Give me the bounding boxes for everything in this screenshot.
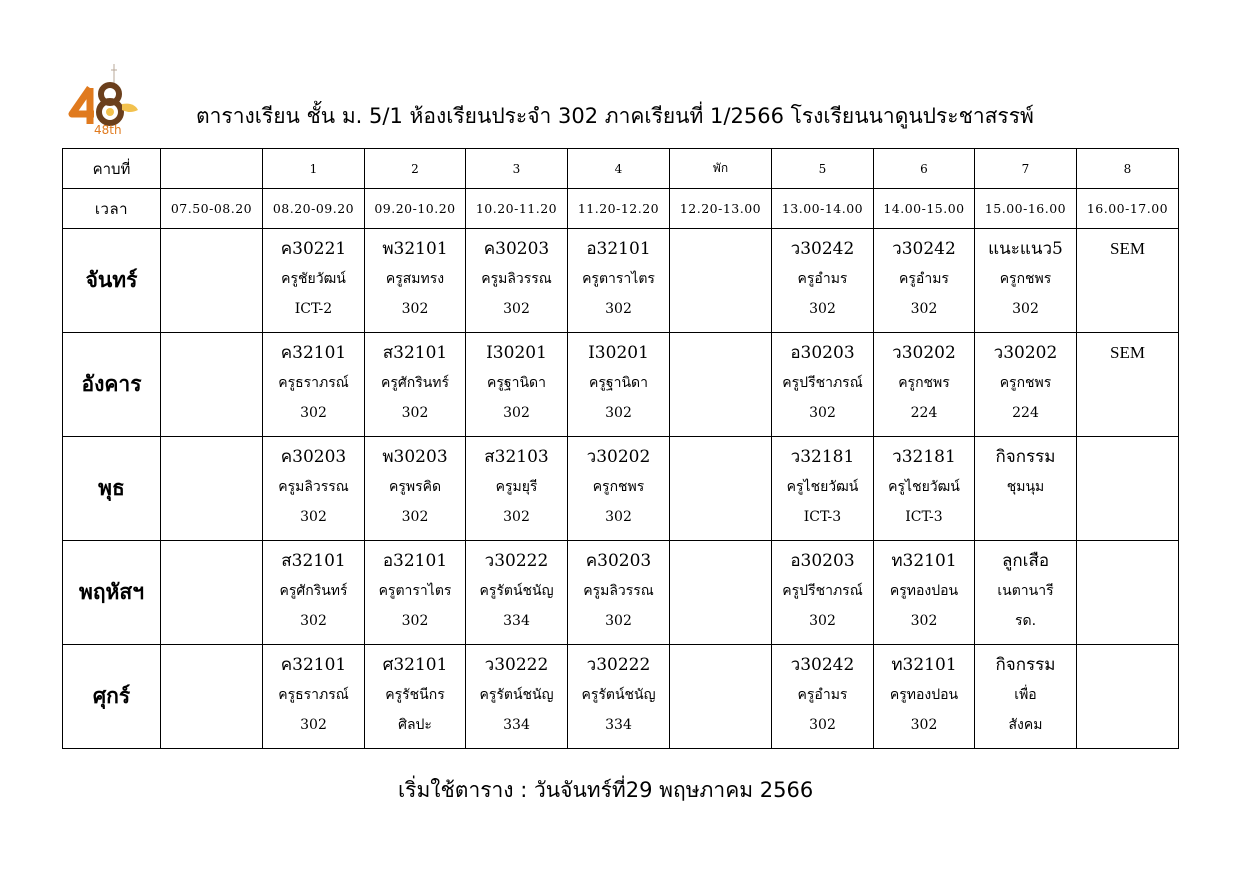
room: 302 bbox=[300, 509, 327, 525]
teacher-name: ครูกชพร bbox=[898, 375, 950, 391]
class-entry bbox=[975, 437, 1076, 497]
logo-text: 48th bbox=[94, 123, 122, 137]
subject-code: อ30203 bbox=[790, 551, 855, 571]
room: 302 bbox=[401, 613, 429, 629]
period-number: 8 bbox=[1077, 149, 1179, 189]
class-entry bbox=[263, 437, 364, 527]
room: 302 bbox=[401, 405, 429, 421]
time-slot: 13.00-14.00 bbox=[772, 189, 874, 229]
day-name: จันทร์ bbox=[63, 229, 161, 333]
teacher-name: เนตานารี bbox=[997, 583, 1054, 599]
teacher-name: ครูอำมร bbox=[899, 271, 949, 287]
class-entry bbox=[466, 333, 567, 423]
teacher-name: ครูชัยวัฒน์ bbox=[281, 271, 346, 287]
subject-code: ว30242 bbox=[790, 239, 855, 259]
page-title: ตารางเรียน ชั้น ม. 5/1 ห้องเรียนประจำ 302 ภาคเรียนที่ 1/2566 โรงเรียนนาดูนประชาสรรพ์ bbox=[196, 104, 1034, 128]
day-name: พฤหัสฯ bbox=[63, 541, 161, 645]
room: 302 bbox=[605, 405, 632, 421]
room: ศิลปะ bbox=[398, 717, 432, 733]
teacher-name: ครูฐานิดา bbox=[487, 375, 546, 391]
room: 334 bbox=[503, 613, 530, 629]
teacher-name: ครูมลิวรรณ bbox=[278, 479, 349, 495]
room: 334 bbox=[605, 717, 632, 733]
class-cell bbox=[975, 333, 1077, 437]
class-entry bbox=[263, 333, 364, 423]
class-entry bbox=[772, 645, 873, 735]
room: 302 bbox=[809, 405, 836, 421]
period-number bbox=[161, 149, 263, 189]
teacher-name: ครูทองปอน bbox=[889, 583, 959, 599]
teacher-name: ครูตาราไตร bbox=[378, 583, 452, 599]
time-label: เวลา bbox=[63, 189, 161, 229]
teacher-name: ครูฐานิดา bbox=[589, 375, 648, 391]
class-cell bbox=[263, 333, 365, 437]
class-entry bbox=[874, 229, 974, 319]
day-row bbox=[63, 333, 1179, 437]
subject-code: ส32101 bbox=[281, 551, 346, 571]
day-name: ศุกร์ bbox=[63, 645, 161, 749]
subject-code: ว32181 bbox=[790, 447, 855, 467]
class-cell bbox=[365, 229, 466, 333]
class-cell bbox=[161, 645, 263, 749]
subject-code: ว30222 bbox=[484, 551, 549, 571]
class-cell bbox=[670, 645, 772, 749]
teacher-name: ครูธราภรณ์ bbox=[278, 687, 349, 703]
class-entry bbox=[568, 333, 669, 423]
period-number: 7 bbox=[975, 149, 1077, 189]
room: ICT-3 bbox=[803, 509, 842, 525]
class-entry bbox=[772, 437, 873, 527]
teacher-name: ครูอำมร bbox=[797, 271, 848, 287]
teacher-name: ครูปรีชาภรณ์ bbox=[782, 375, 863, 391]
class-entry bbox=[874, 541, 974, 631]
class-cell bbox=[670, 437, 772, 541]
subject-code: อ30203 bbox=[790, 343, 855, 363]
subject-code: ว30202 bbox=[586, 447, 651, 467]
class-cell bbox=[263, 437, 365, 541]
teacher-name: ครูสมทรง bbox=[385, 271, 445, 287]
class-cell bbox=[975, 437, 1077, 541]
room: 302 bbox=[503, 301, 530, 317]
room: 302 bbox=[503, 509, 530, 525]
teacher-name: ชุมนุม bbox=[1006, 479, 1045, 495]
timetable bbox=[62, 148, 1179, 749]
class-entry bbox=[365, 437, 465, 527]
class-cell bbox=[365, 437, 466, 541]
subject-code: I30201 bbox=[486, 343, 547, 363]
time-slot: 08.20-09.20 bbox=[263, 189, 365, 229]
teacher-name: ครูพรคิด bbox=[388, 479, 442, 495]
class-entry bbox=[263, 229, 364, 319]
time-slot: 07.50-08.20 bbox=[161, 189, 263, 229]
teacher-name: ครูมยุรี bbox=[495, 479, 538, 495]
class-cell bbox=[466, 229, 568, 333]
class-cell bbox=[568, 437, 670, 541]
subject-code: พ30203 bbox=[382, 447, 448, 467]
teacher-name: ครูศักรินทร์ bbox=[279, 583, 348, 599]
class-cell bbox=[568, 541, 670, 645]
teacher-name: ครูมลิวรรณ bbox=[583, 583, 654, 599]
class-cell bbox=[568, 229, 670, 333]
class-cell bbox=[874, 437, 975, 541]
class-cell bbox=[772, 333, 874, 437]
room: 302 bbox=[1012, 301, 1039, 317]
class-cell bbox=[1077, 541, 1179, 645]
class-entry bbox=[772, 333, 873, 423]
teacher-name: ครูศักรินทร์ bbox=[380, 375, 450, 391]
period-number: 1 bbox=[263, 149, 365, 189]
class-entry bbox=[263, 541, 364, 631]
room: 302 bbox=[809, 301, 836, 317]
teacher-name: ครูรัชนีกร bbox=[385, 687, 445, 703]
subject-code: ค32101 bbox=[280, 655, 347, 675]
subject-code: อ32101 bbox=[586, 239, 651, 259]
time-slot: 12.20-13.00 bbox=[670, 189, 772, 229]
subject-code: SEM bbox=[1110, 239, 1145, 258]
room: 302 bbox=[300, 613, 327, 629]
class-cell bbox=[466, 645, 568, 749]
class-cell bbox=[772, 645, 874, 749]
subject-code: ค30203 bbox=[585, 551, 652, 571]
class-cell bbox=[161, 229, 263, 333]
period-number: 4 bbox=[568, 149, 670, 189]
teacher-name: ครูอำมร bbox=[797, 687, 848, 703]
subject-code: ว32181 bbox=[892, 447, 956, 467]
class-cell bbox=[670, 333, 772, 437]
day-row bbox=[63, 437, 1179, 541]
class-entry bbox=[466, 541, 567, 631]
class-entry bbox=[874, 437, 974, 527]
class-cell bbox=[1077, 437, 1179, 541]
class-cell bbox=[772, 229, 874, 333]
class-entry bbox=[568, 541, 669, 631]
room: ICT-3 bbox=[905, 509, 943, 525]
subject-code: ค32101 bbox=[280, 343, 347, 363]
subject-code: ว30242 bbox=[892, 239, 956, 259]
teacher-name: ครูทองปอน bbox=[889, 687, 959, 703]
room: 224 bbox=[910, 405, 938, 421]
class-entry bbox=[365, 541, 465, 631]
period-header-row bbox=[63, 149, 1179, 189]
class-cell bbox=[161, 541, 263, 645]
class-entry bbox=[975, 541, 1076, 631]
room: 302 bbox=[503, 405, 530, 421]
subject-code: พ32101 bbox=[382, 239, 448, 259]
room: 302 bbox=[605, 509, 632, 525]
subject-code: ว30202 bbox=[993, 343, 1058, 363]
teacher-name: ครูกชพร bbox=[592, 479, 645, 495]
teacher-name: ครูรัตน์ชนัญ bbox=[479, 583, 554, 599]
time-slot: 16.00-17.00 bbox=[1077, 189, 1179, 229]
time-header-row bbox=[63, 189, 1179, 229]
teacher-name: เพื่อ bbox=[1014, 687, 1037, 703]
teacher-name: ครูปรีชาภรณ์ bbox=[782, 583, 863, 599]
class-cell bbox=[874, 541, 975, 645]
subject-code: แนะแนว5 bbox=[988, 239, 1063, 259]
class-entry bbox=[263, 645, 364, 735]
class-entry bbox=[874, 645, 974, 735]
class-cell bbox=[975, 541, 1077, 645]
room: 334 bbox=[503, 717, 530, 733]
subject-code: ท32101 bbox=[891, 655, 957, 675]
subject-code: กิจกรรม bbox=[995, 655, 1056, 675]
subject-code: I30201 bbox=[588, 343, 649, 363]
class-entry bbox=[365, 229, 465, 319]
subject-code: SEM bbox=[1110, 343, 1145, 362]
class-entry bbox=[365, 333, 465, 423]
day-row bbox=[63, 645, 1179, 749]
day-row bbox=[63, 229, 1179, 333]
teacher-name: ครูไชยวัฒน์ bbox=[888, 479, 960, 495]
time-slot: 11.20-12.20 bbox=[568, 189, 670, 229]
class-cell bbox=[874, 645, 975, 749]
class-cell bbox=[263, 645, 365, 749]
time-slot: 14.00-15.00 bbox=[874, 189, 975, 229]
teacher-name: ครูตาราไตร bbox=[582, 271, 655, 287]
subject-code: ท32101 bbox=[891, 551, 957, 571]
room: 302 bbox=[809, 717, 836, 733]
class-entry bbox=[975, 229, 1076, 319]
class-entry bbox=[874, 333, 974, 423]
room: สังคม bbox=[1008, 717, 1043, 733]
room: 302 bbox=[910, 301, 938, 317]
room: 302 bbox=[401, 301, 429, 317]
class-cell bbox=[466, 437, 568, 541]
class-entry bbox=[772, 229, 873, 319]
class-cell bbox=[670, 229, 772, 333]
period-number: 2 bbox=[365, 149, 466, 189]
room: 302 bbox=[300, 405, 327, 421]
teacher-name: ครูกชพร bbox=[999, 375, 1052, 391]
room: 302 bbox=[401, 509, 429, 525]
time-slot: 09.20-10.20 bbox=[365, 189, 466, 229]
teacher-name: ครูมลิวรรณ bbox=[481, 271, 552, 287]
period-number: 6 bbox=[874, 149, 975, 189]
period-number: 5 bbox=[772, 149, 874, 189]
room: 302 bbox=[605, 301, 632, 317]
class-cell bbox=[466, 541, 568, 645]
class-cell bbox=[263, 229, 365, 333]
class-cell bbox=[568, 333, 670, 437]
class-entry bbox=[466, 437, 567, 527]
class-cell bbox=[670, 541, 772, 645]
subject-code: ค30203 bbox=[280, 447, 347, 467]
time-slot: 15.00-16.00 bbox=[975, 189, 1077, 229]
class-cell bbox=[772, 541, 874, 645]
class-cell bbox=[161, 437, 263, 541]
class-cell bbox=[975, 229, 1077, 333]
teacher-name: ครูไชยวัฒน์ bbox=[786, 479, 859, 495]
class-cell bbox=[1077, 229, 1179, 333]
room: 302 bbox=[300, 717, 327, 733]
period-label: คาบที่ bbox=[63, 149, 161, 189]
subject-code: อ32101 bbox=[382, 551, 448, 571]
class-cell bbox=[568, 645, 670, 749]
subject-code: ลูกเสือ bbox=[1001, 551, 1050, 571]
teacher-name: ครูรัตน์ชนัญ bbox=[581, 687, 656, 703]
room: 302 bbox=[910, 717, 938, 733]
period-number: พัก bbox=[670, 149, 772, 189]
class-cell bbox=[874, 333, 975, 437]
subject-code: ว30242 bbox=[790, 655, 855, 675]
class-entry bbox=[975, 333, 1076, 423]
class-cell bbox=[1077, 645, 1179, 749]
subject-code: ว30222 bbox=[586, 655, 651, 675]
subject-code: ค30221 bbox=[280, 239, 347, 259]
room: 224 bbox=[1012, 405, 1039, 421]
class-cell bbox=[263, 541, 365, 645]
time-slot: 10.20-11.20 bbox=[466, 189, 568, 229]
day-row bbox=[63, 541, 1179, 645]
room: 302 bbox=[809, 613, 836, 629]
class-cell bbox=[365, 645, 466, 749]
class-cell bbox=[772, 437, 874, 541]
subject-code: ศ32101 bbox=[382, 655, 448, 675]
teacher-name: ครูรัตน์ชนัญ bbox=[479, 687, 554, 703]
day-name: อังคาร bbox=[63, 333, 161, 437]
teacher-name: ครูกชพร bbox=[999, 271, 1052, 287]
subject-code: ส32101 bbox=[382, 343, 448, 363]
class-entry bbox=[568, 645, 669, 735]
subject-code: ค30203 bbox=[483, 239, 550, 259]
class-cell bbox=[874, 229, 975, 333]
class-cell bbox=[1077, 333, 1179, 437]
subject-code: ว30202 bbox=[892, 343, 956, 363]
class-cell bbox=[466, 333, 568, 437]
room: รด. bbox=[1014, 613, 1037, 629]
class-entry bbox=[365, 645, 465, 735]
class-entry bbox=[466, 645, 567, 735]
class-cell bbox=[161, 333, 263, 437]
class-cell bbox=[975, 645, 1077, 749]
class-entry bbox=[568, 437, 669, 527]
school-48th-anniversary-logo bbox=[64, 62, 142, 140]
class-entry bbox=[772, 541, 873, 631]
start-date-note: เริ่มใช้ตาราง : วันจันทร์ที่29 พฤษภาคม 2566 bbox=[398, 778, 814, 802]
class-entry bbox=[568, 229, 669, 319]
period-number: 3 bbox=[466, 149, 568, 189]
class-cell bbox=[365, 333, 466, 437]
teacher-name: ครูธราภรณ์ bbox=[278, 375, 349, 391]
day-name: พุธ bbox=[63, 437, 161, 541]
class-entry bbox=[466, 229, 567, 319]
room: 302 bbox=[605, 613, 632, 629]
class-cell bbox=[365, 541, 466, 645]
subject-code: กิจกรรม bbox=[995, 447, 1056, 467]
subject-code: ส32103 bbox=[484, 447, 549, 467]
room: ICT-2 bbox=[294, 301, 333, 317]
room: 302 bbox=[910, 613, 938, 629]
subject-code: ว30222 bbox=[484, 655, 549, 675]
class-entry bbox=[975, 645, 1076, 735]
